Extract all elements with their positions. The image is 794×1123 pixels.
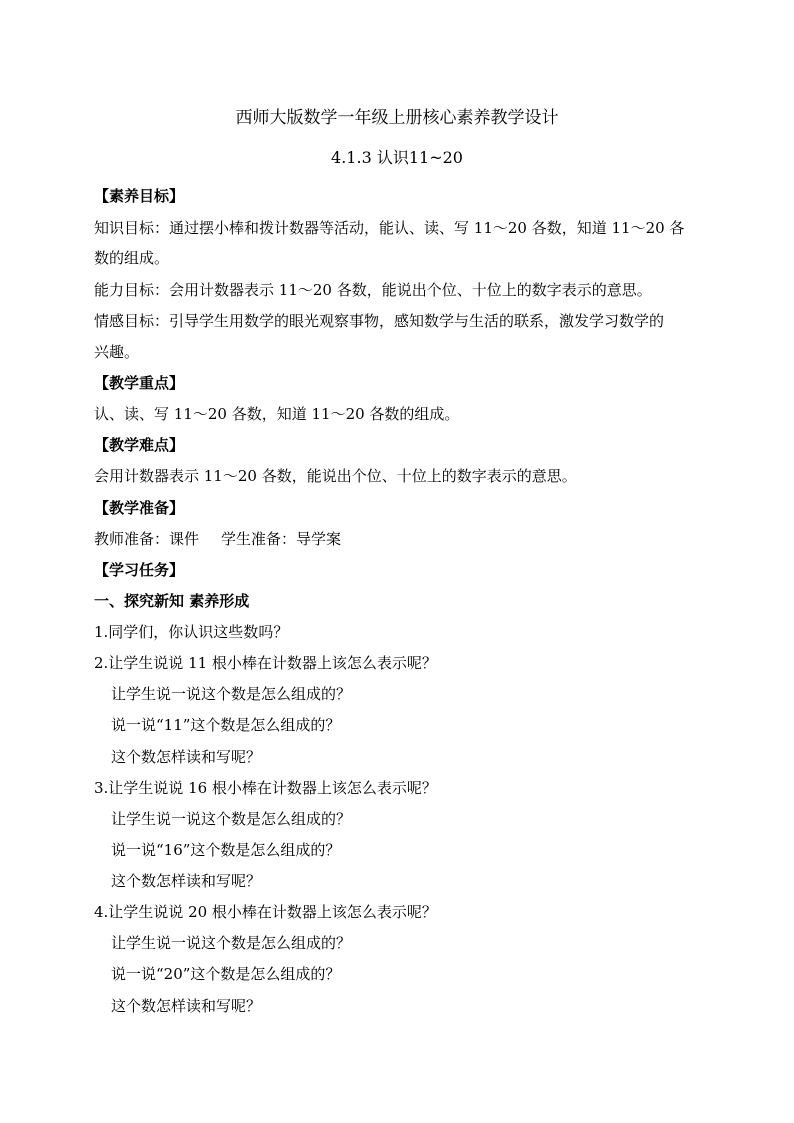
task-item-3-sub-3: 这个数怎样读和写呢？ [111, 872, 262, 890]
document-title: 西师大版数学一年级上册核心素养教学设计 [235, 108, 559, 128]
emotion-goal-line-2: 兴趣。 [94, 343, 140, 361]
preparation-heading: 【教学准备】 [94, 499, 185, 517]
knowledge-goal-line-2: 数的组成。 [94, 249, 170, 267]
task-item-3-sub-1: 让学生说一说这个数是怎么组成的？ [111, 810, 352, 828]
teacher-preparation: 教师准备：课件 [94, 530, 200, 548]
task-item-2-sub-1: 让学生说一说这个数是怎么组成的？ [111, 685, 352, 703]
task-item-2: 2.让学生说说 11 根小棒在计数器上该怎么表示呢？ [94, 654, 437, 672]
ability-goal: 能力目标：会用计数器表示 11～20 各数，能说出个位、十位上的数字表示的意思。 [94, 281, 652, 299]
difficulties-heading: 【教学难点】 [94, 436, 185, 454]
emotion-goal-line-1: 情感目标：引导学生用数学的眼光观察事物，感知数学与生活的联系，激发学习数学的 [94, 312, 665, 330]
task-item-2-sub-3: 这个数怎样读和写呢？ [111, 748, 262, 766]
task-item-2-sub-2: 说一说“11”这个数是怎么组成的？ [111, 716, 341, 734]
difficulties-text: 会用计数器表示 11～20 各数，能说出个位、十位上的数字表示的意思。 [94, 467, 577, 485]
task-item-4-sub-3: 这个数怎样读和写呢？ [111, 997, 262, 1015]
goals-heading: 【素养目标】 [94, 187, 185, 205]
key-points-heading: 【教学重点】 [94, 374, 185, 392]
document-subtitle: 4.1.3 认识11~20 [331, 148, 463, 167]
preparation-line [94, 529, 706, 549]
knowledge-goal-line-1: 知识目标：通过摆小棒和拨计数器等活动，能认、读、写 11～20 各数，知道 11～20 各 [94, 219, 685, 237]
student-preparation: 学生准备：导学案 [221, 530, 342, 548]
task-item-1: 1.同学们，你认识这些数吗？ [94, 623, 289, 641]
task-item-4-sub-1: 让学生说一说这个数是怎么组成的？ [111, 934, 352, 952]
task-item-4: 4.让学生说说 20 根小棒在计数器上该怎么表示呢？ [94, 903, 437, 921]
task-item-3-sub-2: 说一说“16”这个数是怎么组成的？ [111, 841, 341, 859]
section-1-heading: 一、探究新知 素养形成 [94, 592, 250, 610]
task-item-3: 3.让学生说说 16 根小棒在计数器上该怎么表示呢？ [94, 779, 437, 797]
task-item-4-sub-2: 说一说“20”这个数是怎么组成的？ [111, 965, 341, 983]
key-points-text: 认、读、写 11～20 各数，知道 11～20 各数的组成。 [94, 405, 460, 423]
tasks-heading: 【学习任务】 [94, 561, 185, 579]
